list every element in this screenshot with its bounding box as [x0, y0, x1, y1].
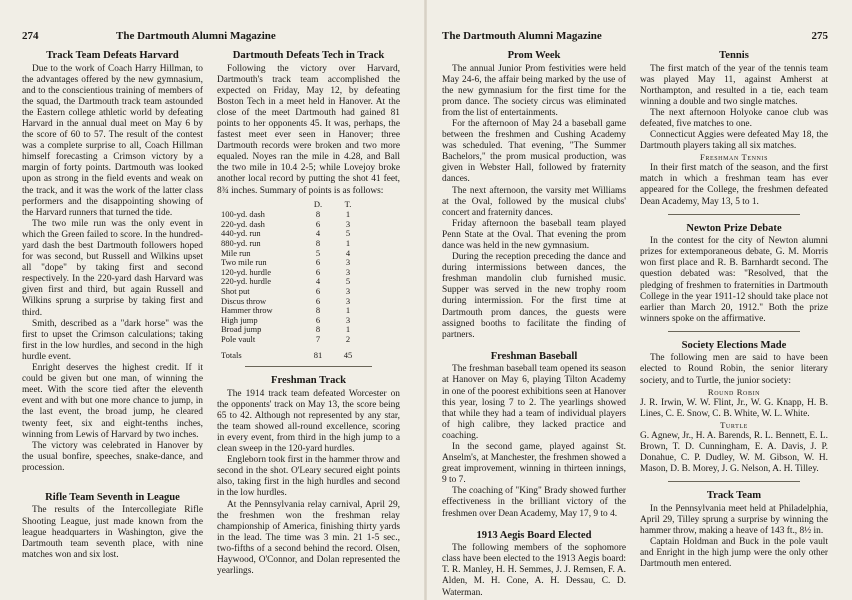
summary-d-points: 8 — [315, 305, 321, 316]
summary-t-points: 1 — [345, 238, 351, 248]
article-paragraph: At the Pennsylvania relay carnival, April 29, the freshmen won the freshman relay championship of America, finishing thirty yards in the lead. The time was 3 min. 21 1-5 sec., two-fifths of a second behind the record. Olsen, Haywood, O'Connor, and Dolan represented the yearlings. — [217, 499, 400, 577]
left-column-2 — [217, 50, 400, 577]
summary-d-points: 8 — [315, 209, 321, 220]
summary-total-d: 81 — [313, 349, 323, 360]
article-paragraph: The victory was celebrated in Hanover by the usual bonfire, speeches, snake-dance, and procession. — [22, 440, 203, 473]
right-running-title: The Dartmouth Alumni Magazine — [442, 30, 602, 42]
summary-t-points: 3 — [345, 314, 351, 325]
summary-event: Shot put — [221, 285, 250, 296]
article-subhead: Freshman Tennis — [699, 152, 769, 163]
summary-event: 220-yd. dash — [221, 218, 265, 229]
article-paragraph: The first match of the year of the tennis team was played May 11, against Amherst at Northampton, and resulted in a tie, each team winning a double and two single matches. — [640, 63, 828, 107]
summary-header-t: T. — [344, 198, 352, 209]
article-paragraph: For the afternoon of May 24 a baseball game between the freshmen and Cushing Academy was scheduled. That evening, "The Summer Bachelors," the prom musical production, was given in Webster Hall, followed by fraternity dances. — [442, 118, 626, 185]
summary-d-points: 4 — [315, 276, 321, 287]
summary-event: Two mile run — [221, 257, 267, 268]
summary-d-points: 8 — [315, 238, 321, 248]
article-paragraph: The next afternoon, the varsity met Williams at the Oval, followed by the musical clubs' concert and fraternity dances. — [442, 185, 626, 218]
left-page-number: 274 — [22, 30, 39, 42]
summary-d-points: 6 — [315, 218, 321, 229]
society-group-name: Round Robin — [707, 386, 761, 397]
article-paragraph: Enright deserves the highest credit. If it could be given but one man, of winning the meet. With the score tied after the eleventh event and with but one more chance to jump, in the last event, the broad jump, he cleared twenty feet, six and eight-tenths inches, winning from Lewis of Harvard by two inches. — [22, 363, 203, 440]
summary-t-points: 1 — [345, 305, 351, 316]
article-headline: Track Team — [706, 490, 762, 502]
summary-t-points: 1 — [345, 324, 351, 335]
summary-event: 100-yd. dash — [221, 209, 265, 220]
article-paragraph: The next afternoon Holyoke canoe club was defeated, five matches to one. — [640, 107, 828, 129]
summary-d-points: 6 — [315, 295, 321, 306]
article-paragraph: In the contest for the city of Newton alumni prizes for extemporaneous debate, G. M. Morris won first place and R. B. Barnhardt second. The question debated was: "Resolved, that the pledging of freshmen to fraternities in Dartmouth College in the year 1911-12 should take place not earlier than March 20, 1912." Both the prize winners spoke on the affirmative. — [640, 236, 828, 324]
summary-t-points: 1 — [345, 209, 351, 220]
summary-d-points: 4 — [315, 228, 321, 239]
summary-d-points: 6 — [315, 266, 321, 277]
summary-d-points: 6 — [315, 314, 321, 325]
article-headline: Society Elections Made — [681, 339, 787, 351]
article-paragraph: Engleborn took first in the hammer throw and second in the shot. O'Leary secured eight points also, taking first in the high hurdles and second in the low hurdles. — [217, 455, 400, 499]
article-paragraph: In the second game, played against St. Anselm's, at Manchester, the freshmen showed a great improvement, winning in thirteen innings, 9 to 7. — [442, 442, 626, 486]
summary-event: High jump — [221, 314, 258, 325]
article-paragraph: Friday afternoon the baseball team played Penn State at the Oval. That evening the prom dance was held in the new gymnasium. — [442, 218, 626, 251]
summary-t-points: 2 — [345, 333, 351, 344]
summary-t-points: 5 — [345, 228, 351, 239]
summary-d-points: 5 — [315, 247, 321, 258]
left-column-1 — [22, 50, 203, 561]
article-paragraph: The following members of the sophomore class have been elected to the 1913 Aegis board: T. R. Manley, H. H. Semmes, J. J. Remsen, F. A. Alden, M. H. Cone, A. H. Dessau, C. D. Waterman. — [442, 543, 626, 598]
section-divider — [668, 214, 800, 215]
article-paragraph: Captain Holdman and Buck in the pole vault and Enright in the high jump were the only other Dartmouth men entered. — [640, 537, 828, 570]
points-summary-table — [221, 199, 363, 361]
section-divider — [668, 481, 800, 482]
summary-t-points: 3 — [345, 266, 351, 277]
summary-t-points: 3 — [345, 295, 351, 306]
right-column-2 — [640, 50, 828, 570]
summary-total-t: 45 — [343, 349, 353, 360]
article-headline: Dartmouth Defeats Tech in Track — [232, 50, 385, 61]
summary-d-points: 6 — [315, 285, 321, 296]
summary-event: 440-yd. run — [221, 228, 261, 239]
summary-header-d: D. — [313, 198, 323, 209]
article-paragraph: Smith, described as a "dark horse" was the first to upset the Crimson calculations; taking first in the low hurdles, and second in the high hurdle event. — [22, 318, 203, 362]
summary-event: Broad jump — [221, 324, 262, 335]
summary-event: Discus throw — [221, 295, 267, 306]
summary-d-points: 8 — [315, 324, 321, 335]
article-headline: Newton Prize Debate — [686, 222, 782, 234]
article-paragraph: The two mile run was the only event in which the Green failed to score. In the hundred-yard dash the best Dartmouth followers hoped for was second, but Russell and Wilkins upset all "dope" by taking first and second respectively. In the 220-yard dash Harvard was given first and third, but again Russell and Wilkins sprung a surprise by taking first and third. — [22, 218, 203, 318]
summary-row — [221, 335, 363, 345]
article-paragraph: The results of the Intercollegiate Rifle Shooting League, just made known from the league headquarters in Washington, give the Dartmouth team seventh place, with nine matches won and six lost. — [22, 505, 203, 560]
article-headline: Track Team Defeats Harvard — [46, 50, 179, 61]
article-headline: Tennis — [719, 50, 749, 61]
article-headline: 1913 Aegis Board Elected — [476, 529, 592, 541]
summary-event: Pole vault — [221, 333, 256, 344]
article-paragraph: In the Pennsylvania meet held at Philadelphia, April 29, Tilley sprung a surprise by winning the hammer throw, making a heave of 143 ft., 8½ in. — [640, 503, 828, 536]
article-paragraph: The coaching of "King" Brady showed further effectiveness in the brilliant victory of the freshmen over Dean Academy, May 17, 9 to 4. — [442, 486, 626, 519]
society-group-members: G. Agnew, Jr., H. A. Barends, R. L. Bennett, E. L. Brown, T. D. Cunningham, E. A. Davis, J. P. Donahue, C. P. Dudley, W. M. Gibson, W. H. Mason, D. B. Morey, J. G. Nelson, A. H. Tilley. — [640, 430, 828, 475]
society-group-name: Turtle — [720, 419, 748, 430]
right-column-1 — [442, 50, 626, 599]
summary-event: 120-yd. hurdle — [221, 266, 272, 277]
summary-d-points: 6 — [315, 257, 321, 268]
society-group-members: J. R. Irwin, W. W. Flint, Jr., W. G. Knapp, H. B. Lines, C. E. Snow, C. B. White, W. L. White. — [640, 397, 828, 419]
article-headline: Prom Week — [507, 50, 561, 61]
article-paragraph: The 1914 track team defeated Worcester on the opponents' track on May 13, the score being 65 to 42. Although not represented by any star, the team showed all-round excellence, scoring in every event, from third in the high jump to a clean sweep in the 120-yard hurdles. — [217, 388, 400, 455]
article-paragraph: Connecticut Aggies were defeated May 18, the Dartmouth players taking all six matches. — [640, 130, 828, 152]
article-paragraph: The following men are said to have been elected to Round Robin, the senior literary society, and to Turtle, the junior society: — [640, 353, 828, 386]
summary-event: Mile run — [221, 247, 251, 258]
article-headline: Freshman Track — [270, 375, 347, 387]
section-divider — [245, 366, 372, 367]
summary-t-points: 5 — [345, 276, 351, 287]
article-headline: Freshman Baseball — [490, 350, 578, 362]
summary-d-points: 7 — [315, 333, 321, 344]
summary-total-row — [221, 345, 363, 361]
article-headline: Rifle Team Seventh in League — [45, 491, 180, 503]
article-paragraph: Due to the work of Coach Harry Hillman, to the advantages offered by the new gymnasium, and to the conscientious training of members of the squad, the Dartmouth track team astounded the Eastern college athletic world by defeating Harvard in the annual dual meet on May 6 by the score of 60 to 57. The result of the contest was a complete surprise to all, Coach Hillman himself forecasting a Crimson victory by a margin of forty points. Dartmouth was looked upon as strong in the field events and weak on the track, and it was the work of the latter class performers and the disappointing showing of the Harvard runners that turned the tide. — [22, 63, 203, 218]
summary-event: 220-yd. hurdle — [221, 276, 272, 287]
summary-t-points: 4 — [345, 247, 351, 258]
summary-event: Hammer throw — [221, 305, 273, 316]
section-divider — [668, 331, 800, 332]
right-page — [426, 0, 852, 600]
article-paragraph: The freshman baseball team opened its season at Hanover on May 6, playing Tilton Academy in one of the poorest exhibitions seen at Hanover this year, losing 7 to 2. The yearlings showed that while they had a team of individual players of high calibre, they lacked practice and coaching. — [442, 364, 626, 441]
article-paragraph: In their first match of the season, and the first match in which a freshman team has ever appeared for the College, the freshmen defeated Dean Academy, May 13, 5 to 1. — [640, 163, 828, 207]
article-paragraph: The annual Junior Prom festivities were held May 24-6, the affair being marked by the use of the new gymnasium for the first time for the prom dance. The society circus was eliminated from the list of entertainments. — [442, 63, 626, 118]
summary-total-label: Totals — [221, 349, 242, 360]
summary-event: 880-yd. run — [221, 238, 261, 248]
summary-t-points: 3 — [345, 285, 351, 296]
left-running-title: The Dartmouth Alumni Magazine — [116, 30, 276, 42]
right-page-number: 275 — [811, 30, 828, 42]
article-paragraph: During the reception preceding the dance and during intermissions between dances, the freshman mandolin club furnished music. Supper was served in the new trophy room during intermission. For the first time at Dartmouth prom dances, the guests were assigned booths to facilitate the finding of partners. — [442, 252, 626, 340]
article-paragraph: Following the victory over Harvard, Dartmouth's track team accomplished the expected on Friday, May 12, by defeating Boston Tech in a meet held in Hanover. At the close of the meet Dartmouth had gained 81 points to her opponents 45. It was, perhaps, the fastest meet ever seen in Hanover; three Dartmouth records were broken and two more equaled. Noyes ran the mile in 4.28, and Ball the two mile in 10.4 2-5; while Lovejoy broke another local record by putting the shot 41 feet, 8¾ inches. Summary of points is as follows: — [217, 63, 400, 196]
summary-t-points: 3 — [345, 218, 351, 229]
summary-t-points: 3 — [345, 257, 351, 268]
